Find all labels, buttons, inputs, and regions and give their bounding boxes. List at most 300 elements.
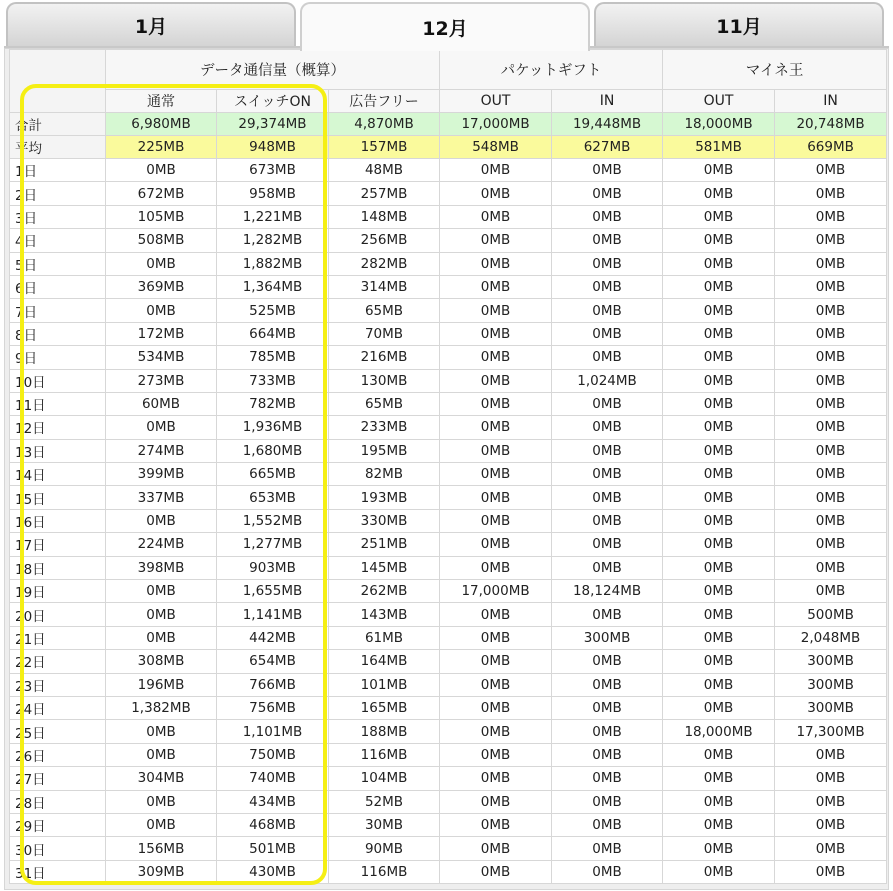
value-cell: 0MB — [106, 626, 217, 649]
value-cell: 0MB — [775, 299, 887, 322]
value-cell: 233MB — [329, 416, 440, 439]
value-cell: 0MB — [106, 790, 217, 813]
value-cell: 6,980MB — [106, 113, 217, 136]
value-cell: 0MB — [440, 767, 552, 790]
table-row — [10, 392, 887, 415]
table-row — [10, 696, 887, 719]
row-label: 19日 — [10, 580, 106, 603]
value-cell: 1,655MB — [217, 580, 329, 603]
row-label: 平均 — [10, 136, 106, 159]
value-cell: 0MB — [775, 322, 887, 345]
value-cell: 434MB — [217, 790, 329, 813]
value-cell: 0MB — [440, 275, 552, 298]
row-label: 17日 — [10, 533, 106, 556]
value-cell: 116MB — [329, 860, 440, 883]
table-row — [10, 205, 887, 228]
value-cell: 1,277MB — [217, 533, 329, 556]
value-cell: 0MB — [106, 743, 217, 766]
value-cell: 0MB — [440, 556, 552, 579]
table-row — [10, 439, 887, 462]
value-cell: 740MB — [217, 767, 329, 790]
value-cell: 0MB — [440, 486, 552, 509]
value-cell: 19,448MB — [552, 113, 663, 136]
value-cell: 0MB — [663, 650, 775, 673]
value-cell: 308MB — [106, 650, 217, 673]
value-cell: 0MB — [440, 159, 552, 182]
corner-cell — [10, 50, 106, 113]
value-cell: 274MB — [106, 439, 217, 462]
row-label: 4日 — [10, 229, 106, 252]
value-cell: 0MB — [552, 159, 663, 182]
column-header-normal: 通常 — [106, 90, 217, 113]
row-label: 23日 — [10, 673, 106, 696]
value-cell: 0MB — [663, 486, 775, 509]
value-cell: 17,000MB — [440, 113, 552, 136]
value-cell: 669MB — [775, 136, 887, 159]
value-cell: 0MB — [440, 392, 552, 415]
value-cell: 0MB — [663, 603, 775, 626]
value-cell: 156MB — [106, 837, 217, 860]
value-cell: 0MB — [552, 439, 663, 462]
value-cell: 501MB — [217, 837, 329, 860]
value-cell: 653MB — [217, 486, 329, 509]
value-cell: 164MB — [329, 650, 440, 673]
table-row — [10, 299, 887, 322]
column-header-mineo-in: IN — [775, 90, 887, 113]
value-cell: 673MB — [217, 159, 329, 182]
value-cell: 101MB — [329, 673, 440, 696]
value-cell: 300MB — [775, 673, 887, 696]
row-label: 10日 — [10, 369, 106, 392]
value-cell: 188MB — [329, 720, 440, 743]
value-cell: 0MB — [440, 720, 552, 743]
value-cell: 300MB — [552, 626, 663, 649]
value-cell: 665MB — [217, 463, 329, 486]
row-label: 29日 — [10, 813, 106, 836]
value-cell: 0MB — [663, 322, 775, 345]
value-cell: 195MB — [329, 439, 440, 462]
value-cell: 18,124MB — [552, 580, 663, 603]
value-cell: 0MB — [440, 299, 552, 322]
value-cell: 756MB — [217, 696, 329, 719]
value-cell: 0MB — [552, 813, 663, 836]
value-cell: 104MB — [329, 767, 440, 790]
value-cell: 0MB — [663, 790, 775, 813]
value-cell: 29,374MB — [217, 113, 329, 136]
value-cell: 256MB — [329, 229, 440, 252]
group-header-mineo-king: マイネ王 — [663, 50, 887, 90]
row-label: 2日 — [10, 182, 106, 205]
group-header-packet-gift: パケットギフト — [440, 50, 663, 90]
value-cell: 442MB — [217, 626, 329, 649]
value-cell: 0MB — [552, 205, 663, 228]
value-cell: 0MB — [440, 743, 552, 766]
value-cell: 0MB — [440, 252, 552, 275]
value-cell: 1,024MB — [552, 369, 663, 392]
value-cell: 0MB — [663, 767, 775, 790]
table-row — [10, 673, 887, 696]
value-cell: 1,882MB — [217, 252, 329, 275]
value-cell: 0MB — [552, 486, 663, 509]
value-cell: 0MB — [440, 603, 552, 626]
value-cell: 1,282MB — [217, 229, 329, 252]
value-cell: 785MB — [217, 346, 329, 369]
value-cell: 0MB — [663, 509, 775, 532]
value-cell: 766MB — [217, 673, 329, 696]
value-cell: 0MB — [775, 860, 887, 883]
value-cell: 65MB — [329, 299, 440, 322]
value-cell: 0MB — [552, 743, 663, 766]
value-cell: 0MB — [775, 556, 887, 579]
value-cell: 430MB — [217, 860, 329, 883]
usage-panel — [4, 48, 889, 890]
row-label: 14日 — [10, 463, 106, 486]
value-cell: 0MB — [775, 743, 887, 766]
value-cell: 0MB — [775, 509, 887, 532]
table-row — [10, 860, 887, 883]
table-row — [10, 509, 887, 532]
value-cell: 0MB — [775, 580, 887, 603]
value-cell: 0MB — [552, 860, 663, 883]
value-cell: 1,141MB — [217, 603, 329, 626]
value-cell: 0MB — [775, 369, 887, 392]
value-cell: 0MB — [775, 813, 887, 836]
value-cell: 0MB — [552, 322, 663, 345]
value-cell: 0MB — [440, 626, 552, 649]
column-header-switch-on: スイッチON — [217, 90, 329, 113]
value-cell: 60MB — [106, 392, 217, 415]
value-cell: 0MB — [663, 556, 775, 579]
row-label: 16日 — [10, 509, 106, 532]
value-cell: 165MB — [329, 696, 440, 719]
row-label: 8日 — [10, 322, 106, 345]
value-cell: 17,300MB — [775, 720, 887, 743]
value-cell: 534MB — [106, 346, 217, 369]
value-cell: 0MB — [775, 486, 887, 509]
row-label: 20日 — [10, 603, 106, 626]
value-cell: 0MB — [552, 790, 663, 813]
total-row — [10, 113, 887, 136]
value-cell: 0MB — [440, 533, 552, 556]
value-cell: 0MB — [775, 159, 887, 182]
value-cell: 500MB — [775, 603, 887, 626]
value-cell: 0MB — [440, 790, 552, 813]
column-header-gift-in: IN — [552, 90, 663, 113]
value-cell: 0MB — [552, 229, 663, 252]
value-cell: 0MB — [663, 275, 775, 298]
value-cell: 672MB — [106, 182, 217, 205]
value-cell: 0MB — [775, 252, 887, 275]
row-label: 7日 — [10, 299, 106, 322]
value-cell: 0MB — [440, 182, 552, 205]
value-cell: 0MB — [440, 509, 552, 532]
value-cell: 309MB — [106, 860, 217, 883]
row-label: 15日 — [10, 486, 106, 509]
value-cell: 0MB — [663, 369, 775, 392]
value-cell: 0MB — [775, 275, 887, 298]
value-cell: 1,101MB — [217, 720, 329, 743]
value-cell: 0MB — [106, 720, 217, 743]
value-cell: 282MB — [329, 252, 440, 275]
value-cell: 82MB — [329, 463, 440, 486]
value-cell: 0MB — [552, 603, 663, 626]
group-header-data-usage: データ通信量（概算） — [106, 50, 440, 90]
value-cell: 0MB — [775, 346, 887, 369]
tab-november[interactable]: 11月 — [594, 2, 884, 46]
table-row — [10, 463, 887, 486]
value-cell: 0MB — [552, 416, 663, 439]
value-cell: 273MB — [106, 369, 217, 392]
value-cell: 0MB — [775, 392, 887, 415]
value-cell: 17,000MB — [440, 580, 552, 603]
value-cell: 0MB — [663, 743, 775, 766]
value-cell: 0MB — [663, 205, 775, 228]
value-cell: 0MB — [552, 392, 663, 415]
value-cell: 0MB — [775, 837, 887, 860]
value-cell: 0MB — [775, 463, 887, 486]
value-cell: 0MB — [440, 813, 552, 836]
row-label: 27日 — [10, 767, 106, 790]
value-cell: 0MB — [440, 229, 552, 252]
value-cell: 0MB — [440, 650, 552, 673]
value-cell: 525MB — [217, 299, 329, 322]
value-cell: 0MB — [775, 439, 887, 462]
value-cell: 0MB — [663, 463, 775, 486]
value-cell: 0MB — [440, 439, 552, 462]
value-cell: 0MB — [106, 252, 217, 275]
value-cell: 0MB — [663, 252, 775, 275]
row-label: 13日 — [10, 439, 106, 462]
value-cell: 0MB — [663, 813, 775, 836]
table-row — [10, 182, 887, 205]
value-cell: 0MB — [552, 767, 663, 790]
table-row — [10, 533, 887, 556]
value-cell: 337MB — [106, 486, 217, 509]
value-cell: 172MB — [106, 322, 217, 345]
value-cell: 262MB — [329, 580, 440, 603]
row-label: 25日 — [10, 720, 106, 743]
value-cell: 958MB — [217, 182, 329, 205]
value-cell: 90MB — [329, 837, 440, 860]
row-label: 12日 — [10, 416, 106, 439]
value-cell: 61MB — [329, 626, 440, 649]
value-cell: 30MB — [329, 813, 440, 836]
value-cell: 0MB — [440, 860, 552, 883]
value-cell: 0MB — [106, 299, 217, 322]
value-cell: 0MB — [663, 392, 775, 415]
value-cell: 196MB — [106, 673, 217, 696]
table-row — [10, 159, 887, 182]
value-cell: 143MB — [329, 603, 440, 626]
value-cell: 0MB — [440, 463, 552, 486]
row-label: 5日 — [10, 252, 106, 275]
value-cell: 654MB — [217, 650, 329, 673]
value-cell: 627MB — [552, 136, 663, 159]
value-cell: 0MB — [663, 182, 775, 205]
table-row — [10, 790, 887, 813]
table-row — [10, 369, 887, 392]
value-cell: 0MB — [552, 533, 663, 556]
value-cell: 157MB — [329, 136, 440, 159]
value-cell: 0MB — [106, 580, 217, 603]
value-cell: 0MB — [552, 673, 663, 696]
value-cell: 399MB — [106, 463, 217, 486]
value-cell: 105MB — [106, 205, 217, 228]
value-cell: 0MB — [106, 509, 217, 532]
value-cell: 0MB — [440, 673, 552, 696]
value-cell: 20,748MB — [775, 113, 887, 136]
value-cell: 0MB — [552, 252, 663, 275]
value-cell: 1,382MB — [106, 696, 217, 719]
value-cell: 0MB — [775, 533, 887, 556]
value-cell: 548MB — [440, 136, 552, 159]
value-cell: 304MB — [106, 767, 217, 790]
value-cell: 398MB — [106, 556, 217, 579]
value-cell: 0MB — [663, 416, 775, 439]
row-label: 合計 — [10, 113, 106, 136]
value-cell: 0MB — [440, 369, 552, 392]
value-cell: 0MB — [663, 299, 775, 322]
value-cell: 0MB — [663, 533, 775, 556]
value-cell: 1,221MB — [217, 205, 329, 228]
row-label: 30日 — [10, 837, 106, 860]
table-row — [10, 556, 887, 579]
tab-january[interactable]: 1月 — [6, 2, 296, 46]
row-label: 24日 — [10, 696, 106, 719]
value-cell: 0MB — [552, 509, 663, 532]
row-label: 1日 — [10, 159, 106, 182]
value-cell: 0MB — [663, 346, 775, 369]
column-header-mineo-out: OUT — [663, 90, 775, 113]
table-row — [10, 322, 887, 345]
table-row — [10, 603, 887, 626]
value-cell: 0MB — [775, 416, 887, 439]
value-cell: 65MB — [329, 392, 440, 415]
value-cell: 0MB — [440, 205, 552, 228]
value-cell: 48MB — [329, 159, 440, 182]
value-cell: 750MB — [217, 743, 329, 766]
row-label: 26日 — [10, 743, 106, 766]
row-label: 6日 — [10, 275, 106, 298]
value-cell: 314MB — [329, 275, 440, 298]
table-row — [10, 837, 887, 860]
value-cell: 0MB — [775, 790, 887, 813]
value-cell: 1,680MB — [217, 439, 329, 462]
table-row — [10, 252, 887, 275]
value-cell: 0MB — [663, 696, 775, 719]
value-cell: 1,364MB — [217, 275, 329, 298]
tab-december[interactable]: 12月 — [300, 2, 590, 51]
value-cell: 148MB — [329, 205, 440, 228]
value-cell: 0MB — [663, 837, 775, 860]
value-cell: 0MB — [440, 696, 552, 719]
value-cell: 0MB — [663, 860, 775, 883]
value-cell: 145MB — [329, 556, 440, 579]
value-cell: 130MB — [329, 369, 440, 392]
value-cell: 0MB — [663, 229, 775, 252]
value-cell: 0MB — [552, 346, 663, 369]
column-header-ad-free: 広告フリー — [329, 90, 440, 113]
row-label: 3日 — [10, 205, 106, 228]
table-row — [10, 580, 887, 603]
table-row — [10, 346, 887, 369]
value-cell: 225MB — [106, 136, 217, 159]
value-cell: 0MB — [775, 767, 887, 790]
row-label: 28日 — [10, 790, 106, 813]
table-row — [10, 275, 887, 298]
table-row — [10, 626, 887, 649]
table-row — [10, 229, 887, 252]
value-cell: 664MB — [217, 322, 329, 345]
month-tabs — [0, 0, 893, 50]
value-cell: 52MB — [329, 790, 440, 813]
value-cell: 0MB — [552, 556, 663, 579]
value-cell: 0MB — [552, 463, 663, 486]
value-cell: 0MB — [440, 416, 552, 439]
value-cell: 300MB — [775, 696, 887, 719]
value-cell: 4,870MB — [329, 113, 440, 136]
value-cell: 0MB — [663, 673, 775, 696]
value-cell: 193MB — [329, 486, 440, 509]
value-cell: 0MB — [552, 275, 663, 298]
value-cell: 0MB — [440, 837, 552, 860]
value-cell: 0MB — [552, 837, 663, 860]
value-cell: 733MB — [217, 369, 329, 392]
table-row — [10, 486, 887, 509]
value-cell: 0MB — [106, 159, 217, 182]
value-cell: 0MB — [440, 346, 552, 369]
value-cell: 0MB — [552, 720, 663, 743]
row-label: 11日 — [10, 392, 106, 415]
column-header-gift-out: OUT — [440, 90, 552, 113]
value-cell: 508MB — [106, 229, 217, 252]
row-label: 31日 — [10, 860, 106, 883]
value-cell: 1,552MB — [217, 509, 329, 532]
value-cell: 224MB — [106, 533, 217, 556]
value-cell: 903MB — [217, 556, 329, 579]
average-row — [10, 136, 887, 159]
value-cell: 948MB — [217, 136, 329, 159]
value-cell: 0MB — [663, 159, 775, 182]
value-cell: 0MB — [552, 299, 663, 322]
value-cell: 0MB — [552, 696, 663, 719]
value-cell: 70MB — [329, 322, 440, 345]
table-row — [10, 743, 887, 766]
value-cell: 257MB — [329, 182, 440, 205]
table-row — [10, 416, 887, 439]
value-cell: 18,000MB — [663, 720, 775, 743]
row-label: 18日 — [10, 556, 106, 579]
value-cell: 0MB — [663, 580, 775, 603]
value-cell: 0MB — [775, 229, 887, 252]
value-cell: 0MB — [552, 650, 663, 673]
value-cell: 0MB — [440, 322, 552, 345]
value-cell: 0MB — [775, 205, 887, 228]
value-cell: 2,048MB — [775, 626, 887, 649]
table-row — [10, 767, 887, 790]
value-cell: 0MB — [106, 603, 217, 626]
row-label: 21日 — [10, 626, 106, 649]
value-cell: 0MB — [552, 182, 663, 205]
value-cell: 251MB — [329, 533, 440, 556]
row-label: 9日 — [10, 346, 106, 369]
table-row — [10, 813, 887, 836]
value-cell: 468MB — [217, 813, 329, 836]
value-cell: 0MB — [663, 626, 775, 649]
value-cell: 116MB — [329, 743, 440, 766]
value-cell: 0MB — [663, 439, 775, 462]
value-cell: 0MB — [106, 416, 217, 439]
